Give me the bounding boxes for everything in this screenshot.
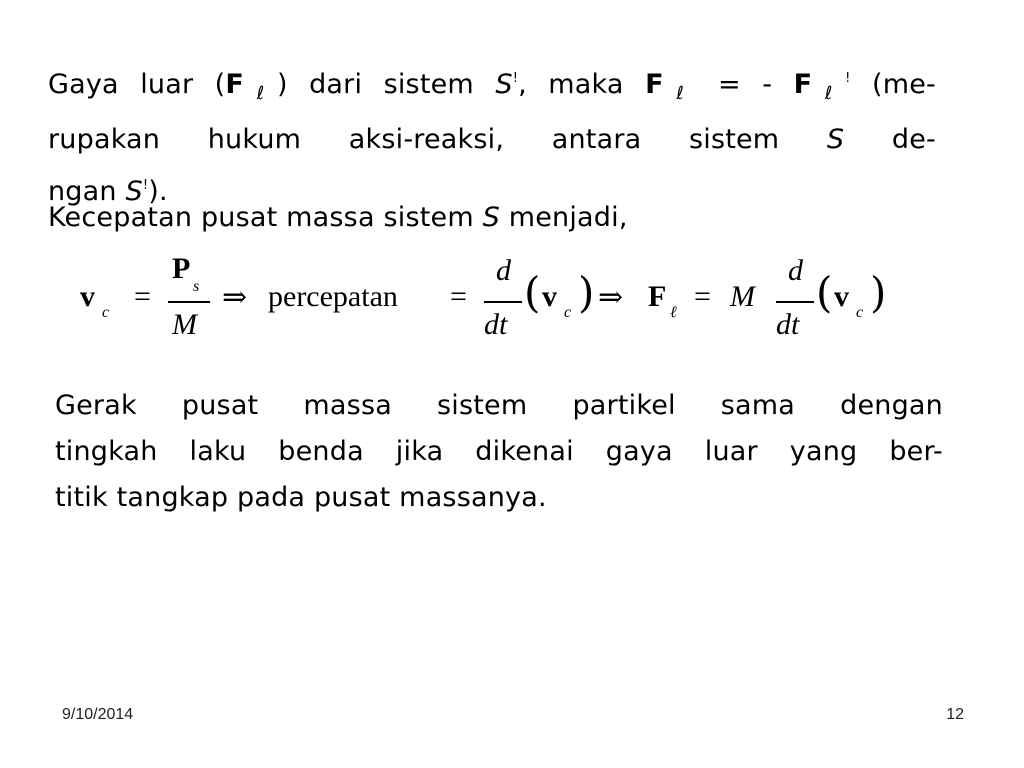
acceleration-label: percepatan bbox=[268, 280, 398, 313]
differential-d: d bbox=[496, 254, 511, 287]
force-symbol: F bbox=[225, 69, 245, 100]
subscript-ell: ℓ bbox=[244, 83, 277, 104]
left-paren: ( bbox=[524, 268, 541, 317]
differential-dt: dt bbox=[484, 308, 508, 341]
differential-dt: dt bbox=[776, 308, 800, 341]
mass-symbol: M bbox=[730, 280, 755, 313]
text-fragment: Gaya luar ( bbox=[48, 69, 226, 100]
equals-sign: = bbox=[450, 280, 467, 313]
subscript-c: c bbox=[564, 304, 572, 321]
right-paren: ) bbox=[870, 268, 887, 317]
system-symbol: S bbox=[482, 202, 500, 233]
paragraph-conclusion bbox=[55, 383, 943, 521]
text-fragment: Kecepatan pusat massa sistem bbox=[48, 202, 483, 233]
prime-mark: ! bbox=[142, 178, 149, 193]
paragraph-line: tingkah laku benda jika dikenai gaya luar yang ber- bbox=[55, 436, 943, 467]
momentum-symbol: P bbox=[172, 252, 191, 285]
footer-date: 9/10/2014 bbox=[62, 706, 134, 723]
velocity-symbol: v bbox=[80, 280, 95, 313]
text-fragment: , maka bbox=[518, 69, 646, 100]
velocity-symbol: v bbox=[834, 280, 849, 313]
subscript-c: c bbox=[856, 304, 864, 321]
implies-arrow: ⇒ bbox=[598, 281, 624, 314]
text-fragment: ngan bbox=[48, 176, 126, 207]
system-symbol: S bbox=[495, 69, 513, 100]
velocity-symbol: v bbox=[542, 280, 557, 313]
paragraph-center-velocity bbox=[48, 195, 936, 241]
subscript-c: c bbox=[102, 304, 110, 321]
force-symbol: F bbox=[645, 69, 664, 100]
paragraph-line bbox=[48, 117, 936, 163]
fraction-bar bbox=[168, 301, 210, 303]
system-symbol: S bbox=[125, 176, 143, 207]
equals-sign: = bbox=[134, 280, 151, 313]
text-fragment: = - bbox=[696, 69, 794, 100]
text-fragment: ). bbox=[148, 176, 168, 207]
prime-mark: ! bbox=[845, 71, 851, 86]
fraction-bar bbox=[776, 301, 814, 303]
force-symbol: F bbox=[793, 69, 813, 100]
subscript-ell: ℓ bbox=[670, 304, 677, 321]
text-fragment: ) dari sistem bbox=[276, 69, 496, 100]
subscript-s: s bbox=[193, 278, 200, 295]
fraction-bar bbox=[484, 301, 522, 303]
force-symbol: F bbox=[648, 280, 667, 313]
paragraph-external-force bbox=[48, 56, 936, 215]
equals-sign: = bbox=[694, 280, 711, 313]
page-number: 12 bbox=[946, 706, 964, 723]
system-symbol: S bbox=[826, 124, 845, 155]
paragraph-line bbox=[48, 56, 936, 117]
text-fragment: rupakan hukum aksi-reaksi, antara sistem bbox=[48, 124, 780, 155]
differential-d: d bbox=[788, 254, 803, 287]
paragraph-line: titik tangkap pada pusat massanya. bbox=[55, 482, 547, 513]
left-paren: ( bbox=[816, 268, 833, 317]
text-fragment: (me- bbox=[850, 69, 936, 100]
text-fragment: menjadi, bbox=[499, 202, 628, 233]
right-paren: ) bbox=[578, 268, 595, 317]
paragraph-line: Gerak pusat massa sistem partikel sama dengan bbox=[55, 390, 943, 421]
subscript-ell: ℓ bbox=[663, 83, 697, 104]
subscript-ell: ℓ bbox=[812, 83, 846, 104]
prime-mark: ! bbox=[512, 71, 519, 86]
text-fragment: de- bbox=[891, 124, 936, 155]
implies-arrow: ⇒ bbox=[222, 281, 248, 314]
equation-center-of-mass bbox=[80, 252, 940, 350]
mass-symbol: M bbox=[172, 308, 197, 341]
